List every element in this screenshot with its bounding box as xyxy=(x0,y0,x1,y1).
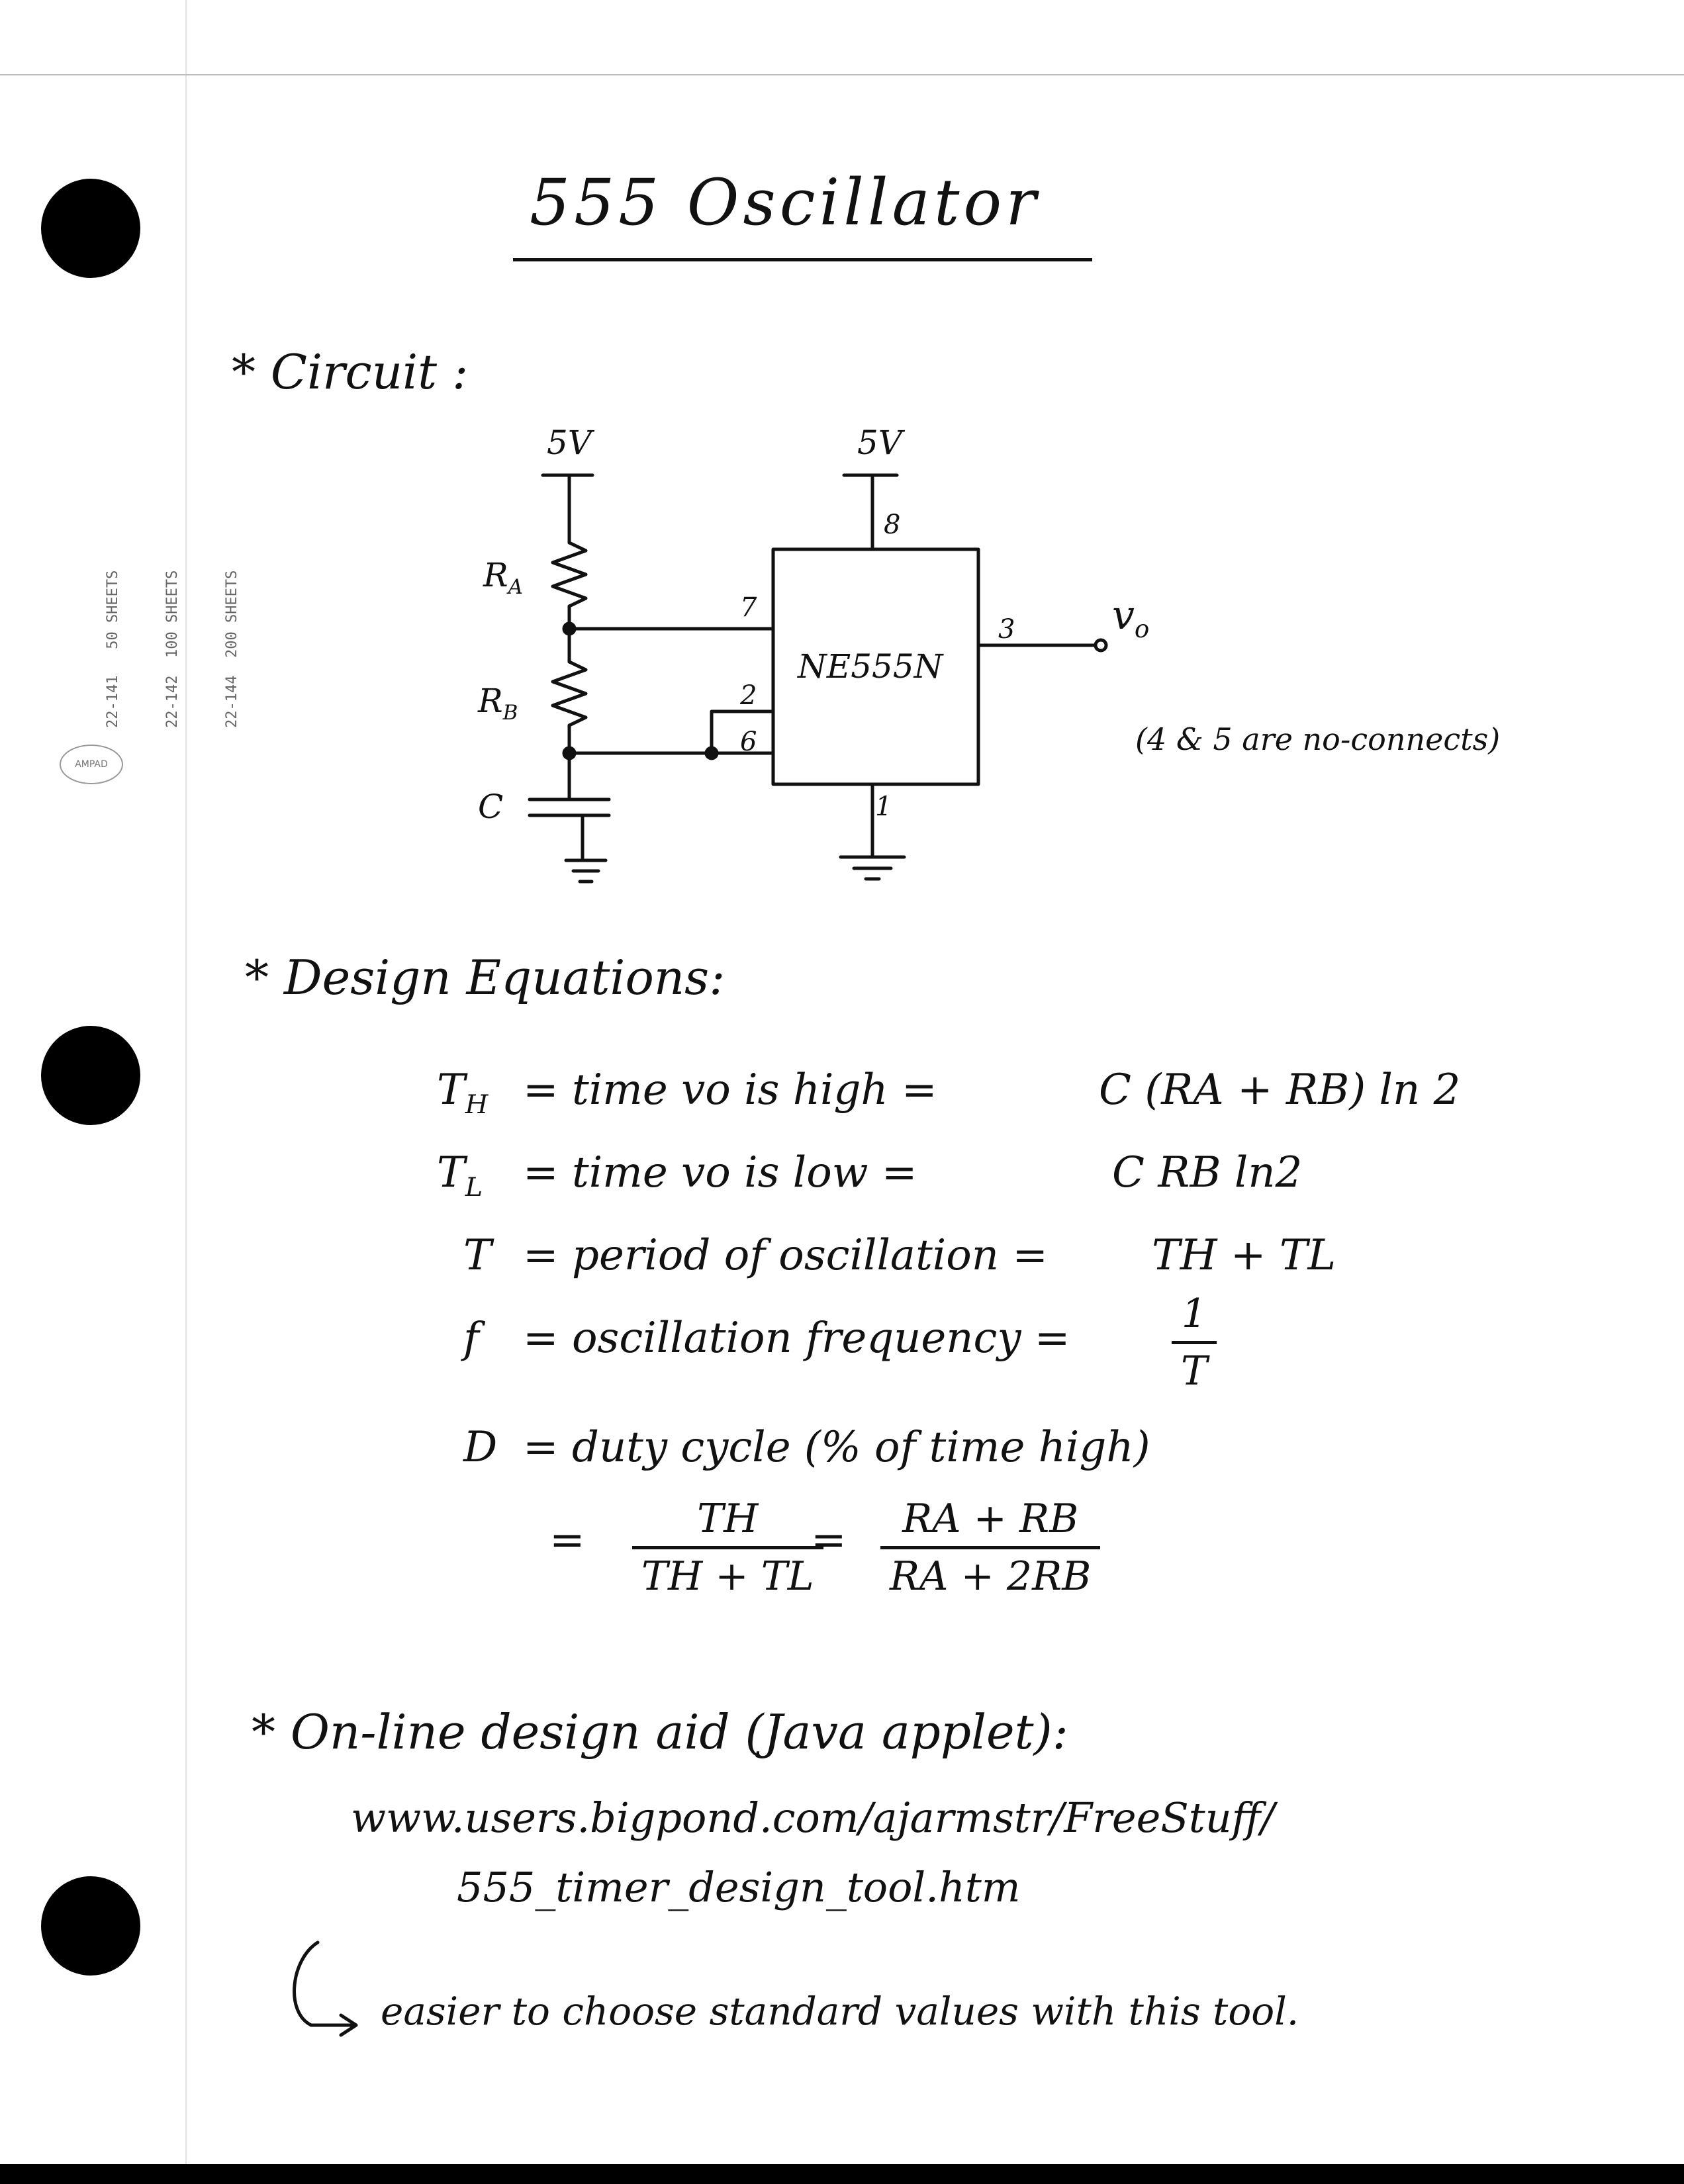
eq-d-fraction-2-den: RA + 2RB xyxy=(890,1553,1092,1600)
vcc-right-label: 5V xyxy=(857,424,902,462)
design-heading: * Design Equations: xyxy=(245,950,725,1005)
design-aid-note: easier to choose standard values with this tool. xyxy=(381,1989,1299,2034)
design-aid-heading: * On-line design aid (Java applet): xyxy=(252,1704,1068,1760)
eq-tl-text: = time vo is low = xyxy=(523,1148,917,1197)
pin-3-label: 3 xyxy=(998,614,1015,645)
pin-8-label: 8 xyxy=(884,510,901,540)
eq-th-value: C (RA + RB) ln 2 xyxy=(1099,1066,1461,1115)
eq-t-symbol: T xyxy=(463,1231,492,1280)
eq-tl-symbol: $T_L$ xyxy=(437,1148,483,1203)
label-c: C xyxy=(478,788,504,826)
output-label: $v_o$ xyxy=(1112,592,1150,643)
eq-d-symbol: D xyxy=(463,1423,498,1472)
ampad-logo: AMPAD xyxy=(60,745,123,784)
notebook-brand-text: 22-141 50 SHEETS 22-142 100 SHEETS 22-144 200 SHEETS xyxy=(105,570,240,728)
eq-f-numerator: 1 xyxy=(1172,1291,1217,1344)
no-connect-note: (4 & 5 are no-connects) xyxy=(1135,721,1501,757)
eq-f-symbol: f xyxy=(463,1314,479,1363)
design-aid-url-line1: www.users.bigpond.com/ajarmstr/FreeStuff/ xyxy=(351,1794,1275,1842)
design-aid-url-line2: 555_timer_design_tool.htm xyxy=(457,1863,1021,1911)
label-rb: $R_B$ xyxy=(478,682,518,725)
eq-d-equals-2: = xyxy=(811,1516,847,1565)
eq-d-fraction-1-num: TH xyxy=(632,1496,823,1549)
eq-d-fraction-2-num: RA + RB xyxy=(880,1496,1100,1549)
pin-1-label: 1 xyxy=(875,792,892,822)
eq-th-text: = time vo is high = xyxy=(523,1066,937,1115)
page-title: 555 Oscillator xyxy=(530,165,1041,240)
pin-7-label: 7 xyxy=(740,592,757,623)
eq-d-text: = duty cycle (% of time high) xyxy=(523,1423,1150,1472)
chip-label: NE555N xyxy=(798,647,943,686)
label-ra: $R_A$ xyxy=(483,556,524,599)
eq-t-text: = period of oscillation = xyxy=(523,1231,1048,1280)
eq-t-value: TH + TL xyxy=(1152,1231,1336,1280)
circuit-heading: * Circuit : xyxy=(232,344,469,400)
pin-2-label: 2 xyxy=(740,680,757,711)
eq-d-fraction-1-den: TH + TL xyxy=(641,1553,814,1600)
eq-d-equals-1: = xyxy=(549,1516,585,1565)
eq-th-symbol: $T_H$ xyxy=(437,1066,489,1120)
eq-f-denominator: T xyxy=(1181,1348,1208,1394)
vcc-left-label: 5V xyxy=(547,424,592,462)
eq-tl-value: C RB ln2 xyxy=(1112,1148,1303,1197)
pin-6-label: 6 xyxy=(740,727,757,757)
eq-f-text: = oscillation frequency = xyxy=(523,1314,1070,1363)
